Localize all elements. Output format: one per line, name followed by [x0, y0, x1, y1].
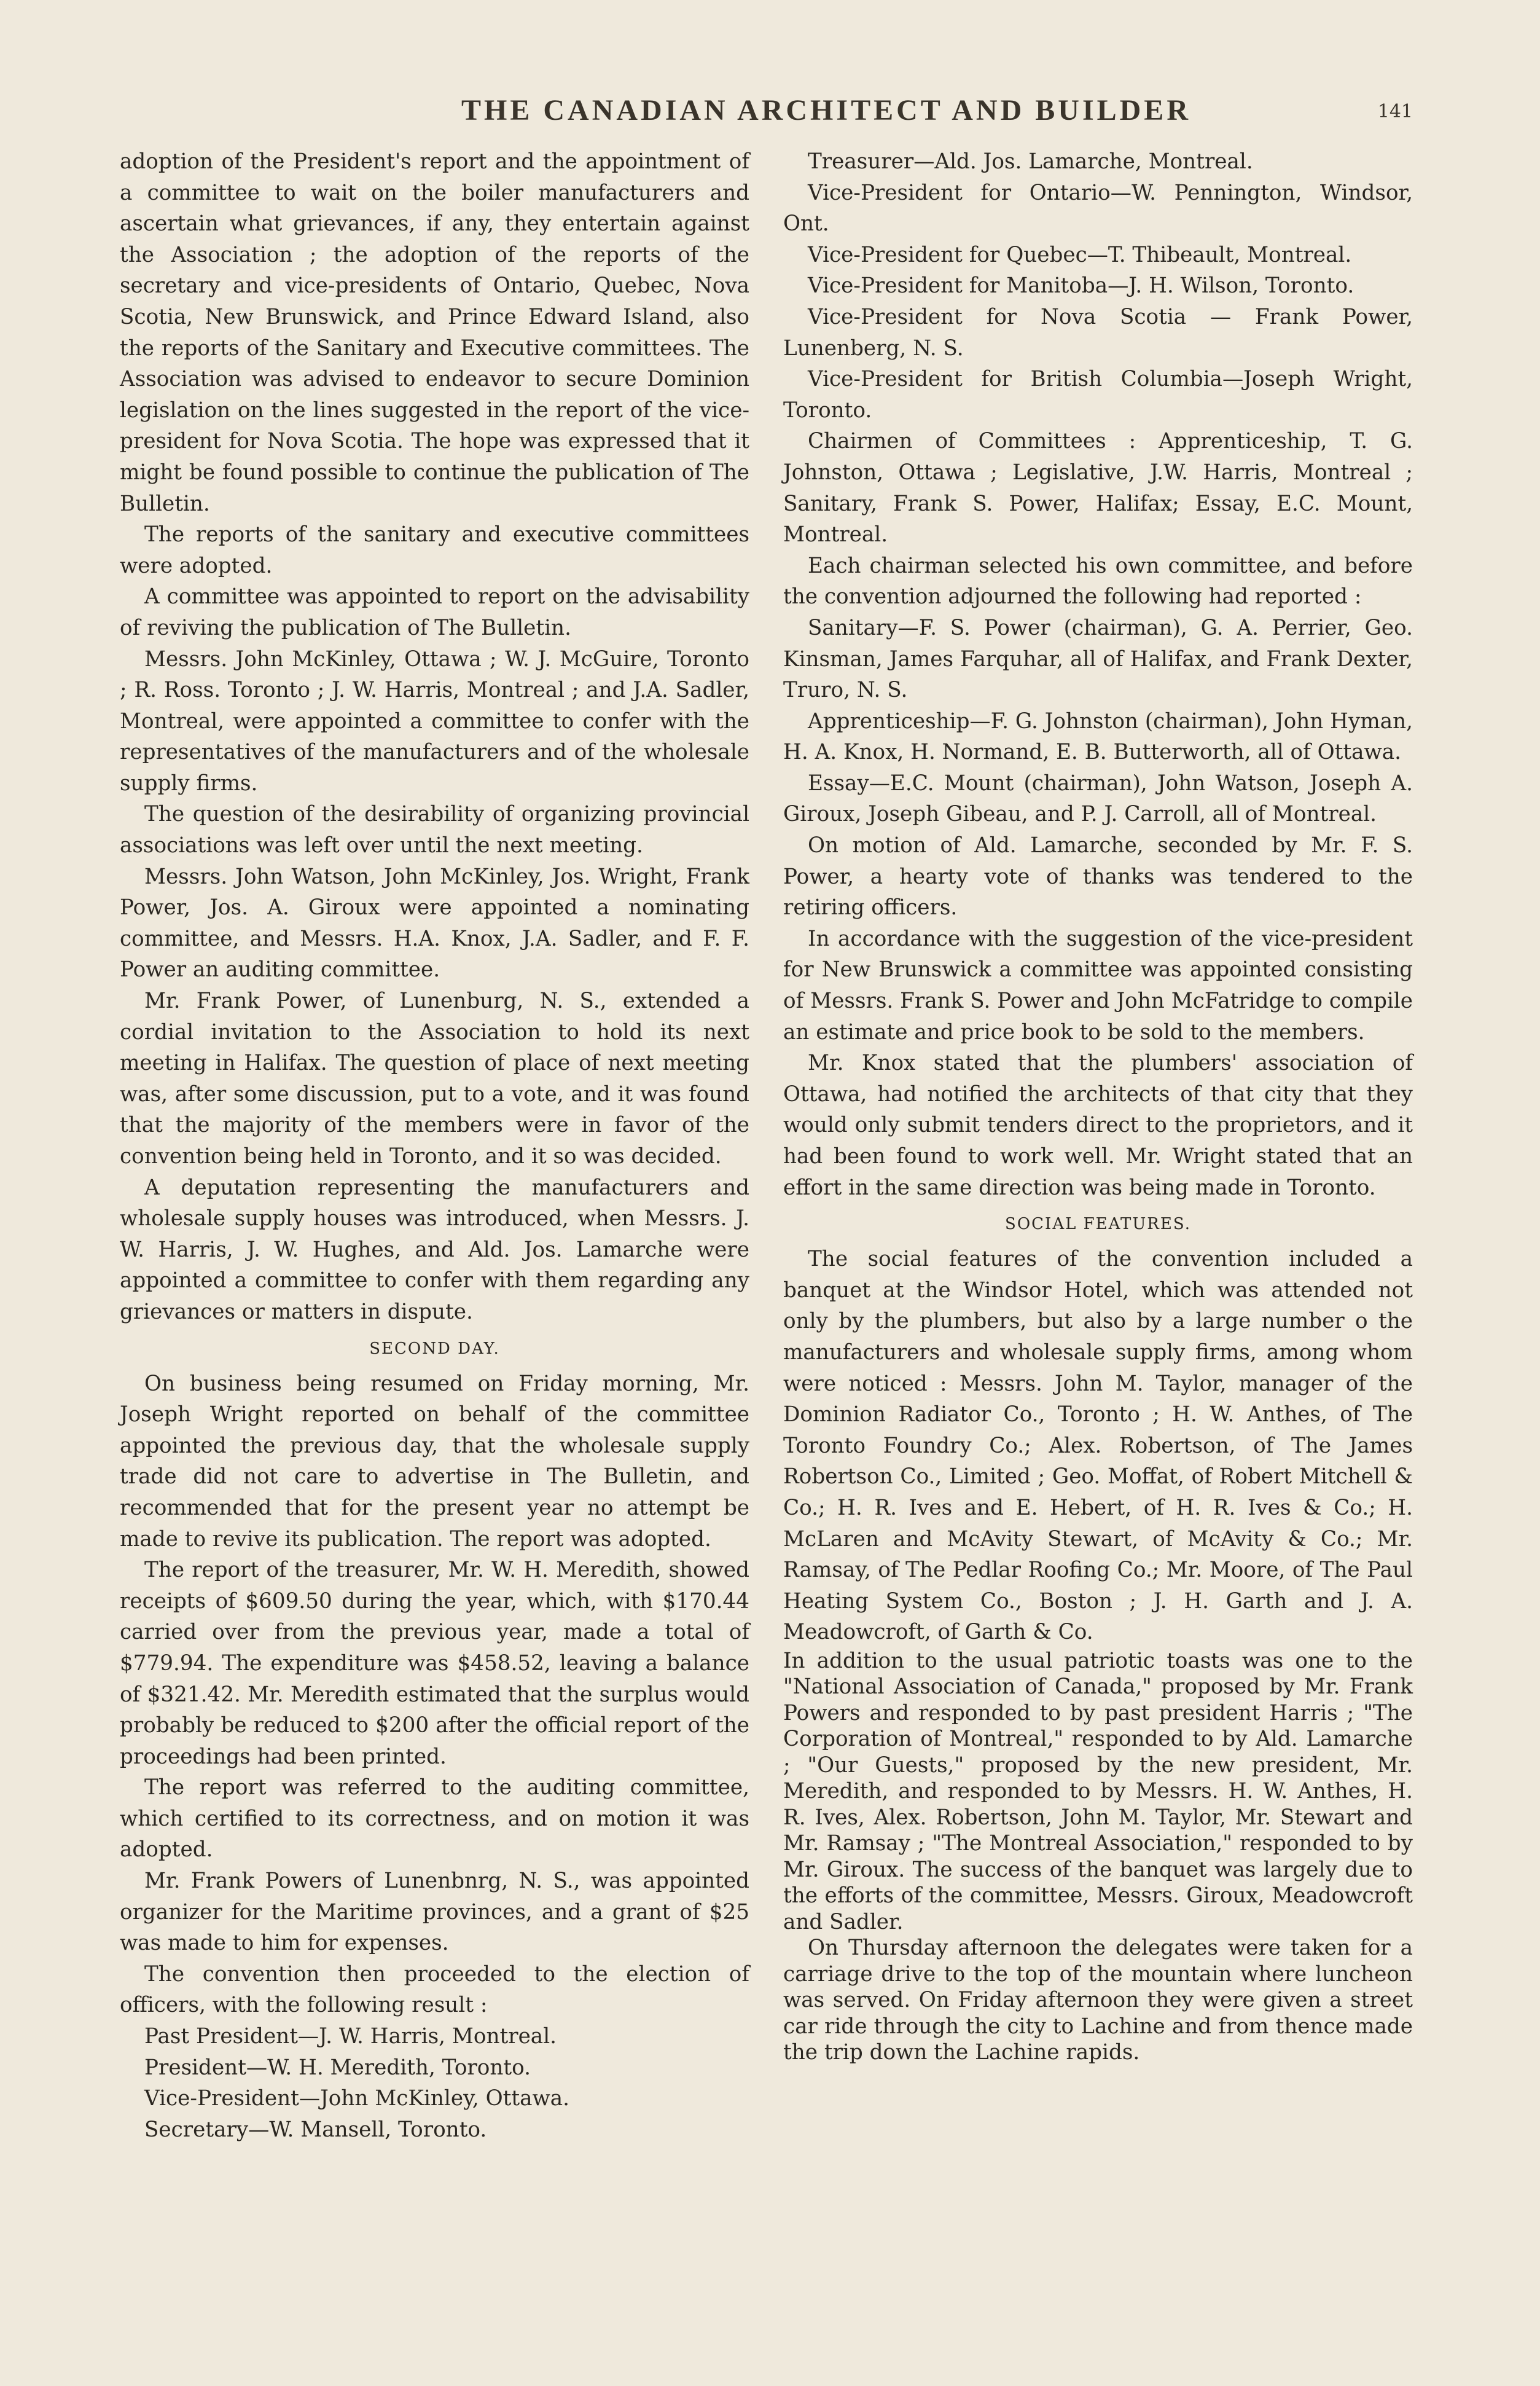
paragraph: On motion of Ald. Lamarche, seconded by Mr. F. S. Power, a hearty vote of thanks was tendered to the retiring officers. [783, 833, 1413, 920]
officer-line: Treasurer—Ald. Jos. Lamarche, Montreal. [808, 149, 1253, 174]
paragraph: Sanitary—F. S. Power (chairman), G. A. Perrier, Geo. Kinsman, James Farquhar, all of Halifax, and Frank Dexter, Truro, N. S. [783, 615, 1413, 703]
paragraph: adoption of the President's report and the appointment of a committee to wait on the boiler manufacturers and ascertain what grievances, if any, they entertain against the Association ; the adoption of the reports of the secretary and vice-presidents of Ontario, Quebec, Nova Scotia, New Brunswick, and Prince Edward Island, also the reports of the Sanitary and Executive committees. The Association was advised to endeavor to secure Dominion legislation on the lines suggested in the report of the vice-president for Nova Scotia. The hope was expressed that it might be found possible to continue the publication of The Bulletin. [120, 149, 749, 516]
paragraph: Mr. Frank Power, of Lunenburg, N. S., extended a cordial invitation to the Association to hold its next meeting in Halifax. The question of place of next meeting was, after some discussion, put to a vote, and it was found that the majority of the members were in favor of the convention being held in Toronto, and it so was decided. [120, 989, 749, 1169]
paragraph: In addition to the usual patriotic toasts was one to the "National Association of Canada," proposed by Mr. Frank Powers and responded to by past president Harris ; "The Corporation of Montreal," responded to by Ald. Lamarche ; "Our Guests," proposed by the new president, Mr. Meredith, and responded to by Messrs. H. W. Anthes, H. R. Ives, Alex. Robertson, John M. Taylor, Mr. Stewart and Mr. Ramsay ; "The Montreal Association," responded to by Mr. Giroux. The success of the banquet was largely due to the efforts of the committee, Messrs. Giroux, Meadowcroft and Sadler. [783, 1648, 1413, 1934]
page-number: 141 [1377, 101, 1413, 122]
paragraph: In accordance with the suggestion of the vice-president for New Brunswick a committee was appointed consisting of Messrs. Frank S. Power and John McFatridge to compile an estimate and price book to be sold to the members. [783, 926, 1413, 1045]
paragraph: Messrs. John Watson, John McKinley, Jos. Wright, Frank Power, Jos. A. Giroux were appointed a nominating committee, and Messrs. H.A. Knox, J.A. Sadler, and F. F. Power an auditing committee. [120, 864, 749, 983]
paragraph: The reports of the sanitary and executive committees were adopted. [120, 522, 749, 578]
officer-line: Vice-President for British Columbia—Joseph Wright, Toronto. [783, 367, 1413, 423]
officer-line: Vice-President for Quebec—T. Thibeault, Montreal. [808, 242, 1352, 267]
officer-line: President—W. H. Meredith, Toronto. [144, 2055, 531, 2080]
officer-line: Past President—J. W. Harris, Montreal. [144, 2024, 557, 2049]
officer-line: Secretary—W. Mansell, Toronto. [144, 2117, 487, 2142]
running-title: THE CANADIAN ARCHITECT AND BUILDER [461, 94, 1191, 127]
officer-line: Vice-President—John McKinley, Ottawa. [144, 2086, 569, 2111]
masthead [123, 93, 1413, 136]
paragraph: The social features of the convention included a banquet at the Windsor Hotel, which was attended not only by the plumbers, but also by a large number o the manufacturers and wholesale supply firms, among whom were noticed : Messrs. John M. Taylor, manager of the Dominion Radiator Co., Toronto ; H. W. Anthes, of The Toronto Foundry Co.; Alex. Robertson, of The James Robertson Co., Limited ; Geo. Moffat, of Robert Mitchell & Co.; H. R. Ives and E. Hebert, of H. R. Ives & Co.; H. McLaren and McAvity Stewart, of McAvity & Co.; Mr. Ramsay, of The Pedlar Roofing Co.; Mr. Moore, of The Paul Heating System Co., Boston ; J. H. Garth and J. A. Meadowcroft, of Garth & Co. [783, 1247, 1413, 1645]
paragraph: Mr. Knox stated that the plumbers' association of Ottawa, had notified the architects of that city that they would only submit tenders direct to the proprietors, and it had been found to work well. Mr. Wright stated that an effort in the same direction was being made in Toronto. [783, 1051, 1413, 1200]
paragraph: Essay—E.C. Mount (chairman), John Watson, Joseph A. Giroux, Joseph Gibeau, and P. J. Carroll, all of Montreal. [783, 771, 1413, 827]
officer-line: Vice-President for Nova Scotia — Frank Power, Lunenberg, N. S. [783, 304, 1413, 361]
left-column [120, 146, 749, 2145]
paragraph: On business being resumed on Friday morning, Mr. Joseph Wright reported on behalf of the committee appointed the previous day, that the wholesale supply trade did not care to advertise in The Bulletin, and recommended that for the present year no attempt be made to revive its publication. The report was adopted. [120, 1371, 749, 1552]
paragraph: Each chairman selected his own committee, and before the convention adjourned the following had reported : [783, 553, 1413, 610]
section-heading-second-day: SECOND DAY. [369, 1339, 500, 1358]
paragraph: The report was referred to the auditing committee, which certified to its correctness, and on motion it was adopted. [120, 1775, 749, 1862]
right-column [783, 146, 1413, 2066]
paragraph: Mr. Frank Powers of Lunenbnrg, N. S., was appointed organizer for the Maritime provinces, and a grant of $25 was made to him for expenses. [120, 1869, 749, 1956]
paragraph: A deputation representing the manufacturers and wholesale supply houses was introduced, when Messrs. J. W. Harris, J. W. Hughes, and Ald. Jos. Lamarche were appointed a committee to confer with them regarding any grievances or matters in dispute. [120, 1175, 749, 1324]
paragraph: The report of the treasurer, Mr. W. H. Meredith, showed receipts of $609.50 during the year, which, with $170.44 carried over from the previous year, made a total of $779.94. The expenditure was $458.52, leaving a balance of $321.42. Mr. Meredith estimated that the surplus would probably be reduced to $200 after the official report of the proceedings had been printed. [120, 1558, 749, 1769]
paragraph: The question of the desirability of organizing provincial associations was left over until the next meeting. [120, 802, 749, 858]
paragraph: Apprenticeship—F. G. Johnston (chairman), John Hyman, H. A. Knox, H. Normand, E. B. Butterworth, all of Ottawa. [783, 708, 1413, 765]
paragraph: On Thursday afternoon the delegates were taken for a carriage drive to the top of the mountain where luncheon was served. On Friday afternoon they were given a street car ride through the city to Lachine and from thence made the trip down the Lachine rapids. [783, 1936, 1413, 2065]
paragraph: Messrs. John McKinley, Ottawa ; W. J. McGuire, Toronto ; R. Ross. Toronto ; J. W. Harris, Montreal ; and J.A. Sadler, Montreal, were appointed a committee to confer with the representatives of the manufacturers and of the wholesale supply firms. [120, 646, 749, 796]
paragraph: The convention then proceeded to the election of officers, with the following result : [120, 1961, 749, 2018]
officer-line: Vice-President for Ontario—W. Pennington, Windsor, Ont. [783, 180, 1413, 237]
paragraph: Chairmen of Committees : Apprenticeship, T. G. Johnston, Ottawa ; Legislative, J.W. Harris, Montreal ; Sanitary, Frank S. Power, Halifax; Essay, E.C. Mount, Montreal. [783, 429, 1413, 547]
officer-line: Vice-President for Manitoba—J. H. Wilson, Toronto. [808, 273, 1354, 299]
section-heading-social-features: SOCIAL FEATURES. [1005, 1215, 1191, 1234]
paragraph: A committee was appointed to report on the advisability of reviving the publication of The Bulletin. [120, 584, 749, 640]
